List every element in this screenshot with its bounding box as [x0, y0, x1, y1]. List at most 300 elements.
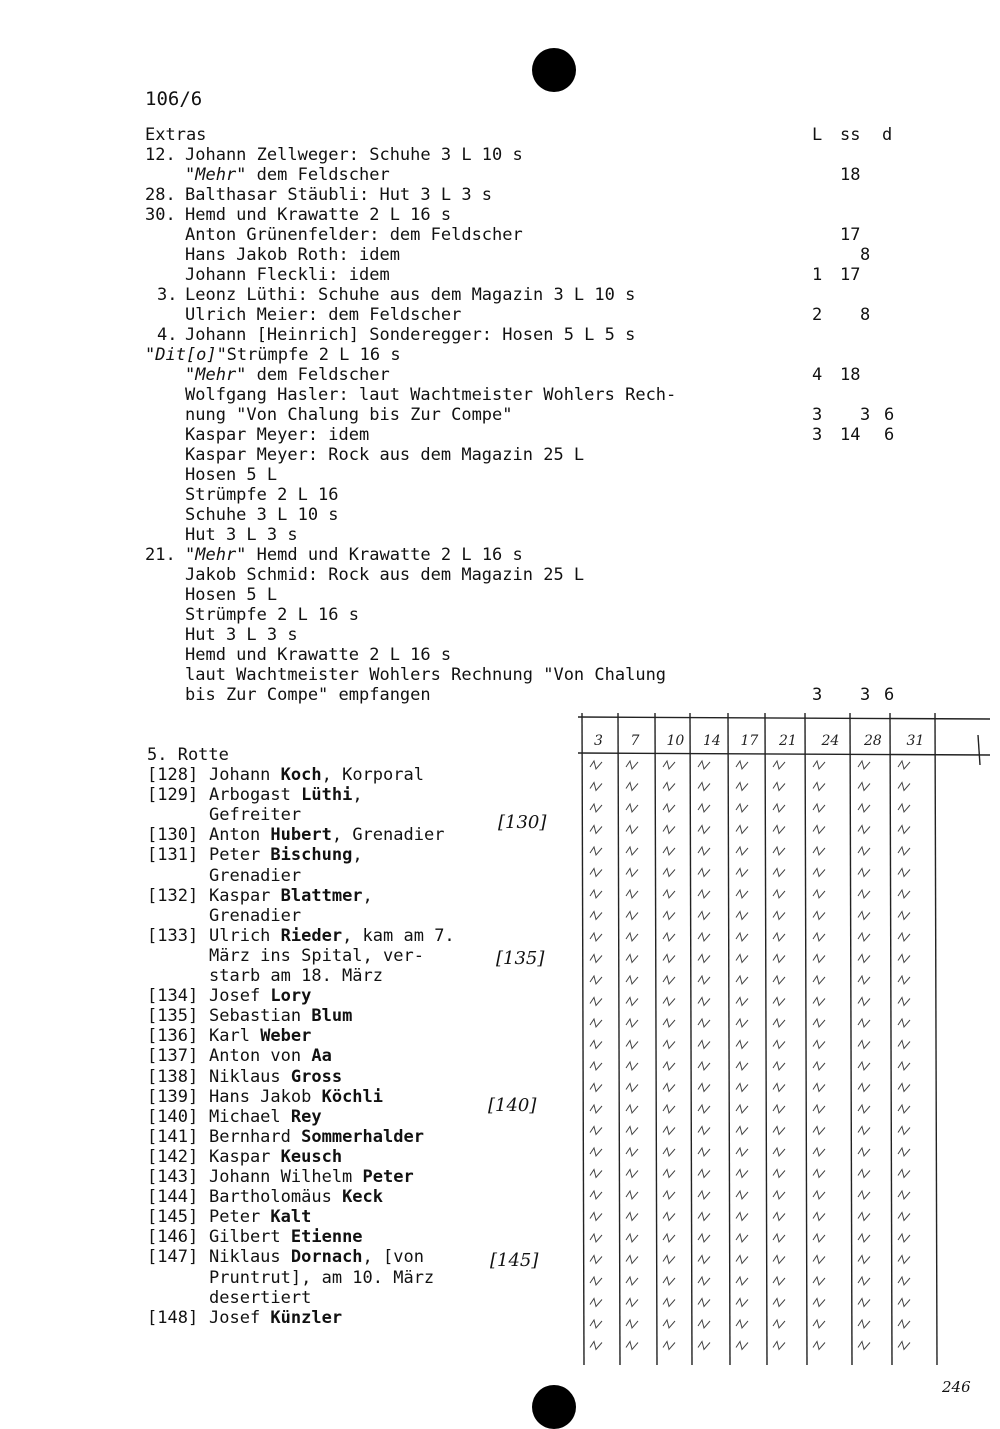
amount-ss: 17 [840, 265, 861, 285]
ledger-entry-text [185, 525, 298, 545]
amount-ss: 3 [860, 685, 871, 705]
scan-tally-mark [898, 1191, 910, 1199]
margin-bracket-mark: [145] [490, 1250, 539, 1271]
scan-column-rule [618, 713, 620, 1365]
scan-tally-mark [773, 1256, 785, 1264]
scan-tally-mark [663, 1234, 675, 1242]
ledger-entry-text [185, 225, 523, 245]
scan-tally-mark [773, 1019, 785, 1027]
scan-tally-mark [698, 1342, 710, 1350]
scan-tally-mark [698, 955, 710, 963]
scan-tally-mark [858, 1213, 870, 1221]
ledger-text-body: Hemd und Krawatte 2 L 16 s [185, 645, 452, 665]
scan-tally-mark [626, 783, 638, 791]
margin-bracket-mark: [135] [496, 948, 545, 969]
soldier-entry [209, 1046, 332, 1066]
scan-tally-mark [626, 1213, 638, 1221]
ledger-row [0, 685, 1000, 705]
ledger-entry-text [185, 425, 369, 445]
soldier-given-name: Niklaus [209, 1247, 291, 1268]
scan-column-rule [582, 713, 584, 1365]
ledger-row [0, 405, 1000, 425]
scan-tally-mark [663, 955, 675, 963]
scan-tally-mark [736, 847, 748, 855]
scan-tally-mark [736, 890, 748, 898]
scan-header-day: 7 [630, 733, 640, 749]
scan-tally-mark [773, 869, 785, 877]
soldier-given-name: starb am 18. März [209, 966, 383, 986]
soldier-entry [209, 1026, 311, 1046]
scan-tally-mark [626, 847, 638, 855]
scan-tally-mark [773, 976, 785, 984]
scan-tally-mark [773, 1062, 785, 1070]
scan-tally-mark [898, 804, 910, 812]
soldier-entry [209, 1006, 352, 1026]
scan-tally-mark [698, 1256, 710, 1264]
scan-column-rule [935, 713, 937, 1365]
ledger-row [0, 465, 1000, 485]
soldier-given-name: Sebastian [209, 1006, 312, 1027]
scan-tally-mark [813, 1062, 825, 1070]
scan-tally-mark [590, 955, 602, 963]
scan-tally-mark [858, 1019, 870, 1027]
soldier-entry [209, 765, 424, 785]
ledger-entry-text [185, 625, 298, 645]
scan-tally-mark [898, 998, 910, 1006]
scan-tally-mark [698, 912, 710, 920]
scan-tally-mark [773, 1299, 785, 1307]
scan-tally-mark [858, 1299, 870, 1307]
scan-tally-mark [773, 1084, 785, 1092]
scan-tally-mark [858, 1148, 870, 1156]
scan-tally-mark [773, 1041, 785, 1049]
scan-tally-mark [663, 826, 675, 834]
scan-tally-mark [698, 1148, 710, 1156]
scan-tally-mark [736, 1342, 748, 1350]
ledger-text-body: bis Zur Compe" empfangen [185, 685, 431, 705]
soldier-given-name: Niklaus [209, 1066, 291, 1087]
scan-tally-mark [698, 783, 710, 791]
amount-ss: 18 [840, 165, 861, 185]
scan-tally-mark [813, 1084, 825, 1092]
ledger-emphasis: "Mehr" [185, 365, 247, 385]
scan-tally-mark [813, 1148, 825, 1156]
scan-tally-mark [858, 933, 870, 941]
ledger-entry-text [185, 205, 451, 225]
scan-tally-mark [773, 804, 785, 812]
scan-tally-mark [898, 1105, 910, 1113]
scan-tally-mark [813, 955, 825, 963]
ledger-entry-text [185, 245, 400, 265]
punch-hole-bottom [532, 1385, 576, 1429]
scan-tally-mark [813, 1041, 825, 1049]
ledger-text-body: Wolfgang Hasler: laut Wachtmeister Wohlers Rech- [185, 385, 677, 405]
scan-tally-mark [626, 933, 638, 941]
ledger-row [0, 445, 1000, 465]
scan-tally-mark [898, 976, 910, 984]
scan-tally-mark [663, 1320, 675, 1328]
ledger-row [0, 225, 1000, 245]
soldier-given-name: Josef [209, 986, 271, 1007]
scan-tally-mark [698, 1299, 710, 1307]
ledger-row [0, 325, 1000, 345]
scan-tally-mark [663, 1256, 675, 1264]
scan-tally-mark [698, 1277, 710, 1285]
scan-column-rule [805, 713, 807, 1365]
ledger-entry-text [185, 385, 676, 405]
soldier-note: , [352, 785, 363, 806]
rotte-heading: 5. Rotte [147, 745, 229, 765]
scan-tally-mark [736, 783, 748, 791]
soldier-given-name: Josef [209, 1307, 271, 1328]
soldier-entry [209, 926, 455, 946]
amount-L: 3 [812, 405, 823, 425]
scan-tally-mark [736, 804, 748, 812]
soldier-surname: Weber [260, 1026, 312, 1047]
scan-tally-mark [773, 1105, 785, 1113]
soldier-entry [209, 1147, 342, 1167]
scan-tally-mark [813, 1019, 825, 1027]
scan-tally-mark [858, 976, 870, 984]
ledger-entry-number: 30. [145, 205, 176, 225]
folio-number: 246 [942, 1378, 971, 1396]
ledger-text-body: Hut 3 L 3 s [185, 625, 298, 645]
scan-tally-mark [590, 1299, 602, 1307]
soldier-surname: Gross [290, 1066, 343, 1087]
scan-tally-mark [590, 1019, 602, 1027]
amount-ss: 8 [860, 245, 871, 265]
scan-tally-mark [813, 933, 825, 941]
soldier-given-name: Bartholomäus [209, 1187, 343, 1208]
scan-header-day: 24 [821, 733, 840, 749]
soldier-given-name: Grenadier [209, 905, 302, 926]
scan-tally-mark [898, 847, 910, 855]
scan-header-day: 10 [666, 733, 685, 749]
scan-tally-mark [898, 1062, 910, 1070]
scan-tally-mark [813, 1191, 825, 1199]
ledger-row [0, 145, 1000, 165]
soldier-note: , kam am 7. [342, 925, 455, 946]
soldier-entry [209, 1227, 363, 1247]
scan-tally-mark [773, 826, 785, 834]
soldier-surname: Blattmer [280, 885, 363, 906]
scan-tally-mark [898, 1170, 910, 1178]
ledger-entry-text [185, 665, 666, 685]
soldier-number: [129] [147, 785, 199, 806]
scan-tally-mark [590, 1191, 602, 1199]
soldier-surname: Dornach [290, 1247, 363, 1268]
scan-tally-mark [698, 847, 710, 855]
scan-tally-mark [773, 955, 785, 963]
soldier-number: [147] [147, 1247, 199, 1268]
soldier-entry [209, 825, 444, 845]
scan-header-day: 14 [703, 733, 721, 749]
scan-tally-mark [698, 1320, 710, 1328]
scan-tally-mark [590, 912, 602, 920]
soldier-entry [209, 1187, 383, 1207]
soldier-note: , [362, 885, 373, 906]
scan-tally-mark [813, 1342, 825, 1350]
scan-tally-mark [590, 1127, 602, 1135]
scan-tally-mark [773, 1320, 785, 1328]
scan-header-day: 21 [779, 733, 797, 749]
scan-tally-mark [858, 1041, 870, 1049]
soldier-surname: Künzler [270, 1307, 343, 1328]
soldier-given-name: Arbogast [209, 785, 302, 806]
soldier-surname: Keusch [280, 1146, 343, 1167]
scan-tally-mark [898, 1041, 910, 1049]
col-header-ss: ss [840, 125, 861, 145]
scan-tally-mark [813, 783, 825, 791]
soldier-entry [209, 785, 363, 805]
scan-tally-mark [773, 783, 785, 791]
scan-tally-mark [698, 1062, 710, 1070]
ledger-entry-number: 28. [145, 185, 176, 205]
scan-tally-mark [773, 1191, 785, 1199]
scan-tally-mark [736, 976, 748, 984]
scan-tally-mark [736, 1256, 748, 1264]
scan-tally-mark [736, 1234, 748, 1242]
scan-tally-mark [663, 1148, 675, 1156]
scan-tally-mark [813, 869, 825, 877]
ledger-entry-number: 12. [145, 145, 176, 165]
scan-tally-mark [626, 1256, 638, 1264]
soldier-surname: Rieder [280, 925, 343, 946]
scan-tally-mark [858, 1191, 870, 1199]
ledger-entry-text [185, 185, 492, 205]
ledger-entry-text [185, 265, 390, 285]
ledger-text-body: Hemd und Krawatte 2 L 16 s [185, 205, 452, 225]
margin-bracket-mark: [130] [498, 812, 547, 833]
scan-tally-mark [663, 1062, 675, 1070]
scan-tally-mark [736, 1127, 748, 1135]
soldier-entry [209, 1308, 342, 1328]
ledger-row [0, 205, 1000, 225]
scan-tally-mark [590, 890, 602, 898]
ledger-text-body: Schuhe 3 L 10 s [185, 505, 339, 525]
soldier-number: [133] [147, 925, 199, 946]
scan-tally-mark [736, 1277, 748, 1285]
ledger-row [0, 545, 1000, 565]
ledger-entry-number: "Dit[o]" [145, 345, 227, 365]
scan-tally-mark [698, 890, 710, 898]
ledger-row [0, 565, 1000, 585]
ledger-entry-text [185, 365, 390, 385]
ledger-row [0, 285, 1000, 305]
scan-column-rule [655, 713, 657, 1365]
soldier-entry [209, 1127, 424, 1147]
ledger-text-body: Anton Grünenfelder: dem Feldscher [185, 225, 523, 245]
amount-L: 1 [812, 265, 823, 285]
scan-header-day: 31 [906, 733, 925, 749]
scan-header-rule [578, 753, 990, 755]
scan-tally-mark [813, 1105, 825, 1113]
ledger-row [0, 425, 1000, 445]
soldier-entry [209, 845, 363, 865]
scan-tally-mark [590, 1170, 602, 1178]
soldier-surname: Bischung [270, 845, 353, 866]
scan-tally-mark [736, 1105, 748, 1113]
soldier-given-name: Pruntrut], am 10. März [209, 1267, 435, 1288]
scan-header-day: 28 [864, 733, 882, 749]
soldier-surname: Kalt [270, 1207, 312, 1228]
ledger-row [0, 245, 1000, 265]
scan-tally-mark [626, 1320, 638, 1328]
scan-tally-mark [858, 847, 870, 855]
scan-tally-mark [858, 1062, 870, 1070]
soldier-given-name: Ulrich [209, 925, 281, 946]
ledger-entry-text [185, 485, 339, 505]
scan-tally-mark [813, 998, 825, 1006]
scan-tally-mark [736, 1062, 748, 1070]
soldier-number: [144] [147, 1187, 199, 1208]
scan-tally-mark [626, 1191, 638, 1199]
scan-column-rule [728, 713, 730, 1365]
scan-tally-mark [626, 1105, 638, 1113]
scan-tally-mark [626, 955, 638, 963]
ledger-entry-text [185, 325, 635, 345]
scan-tally-mark [813, 976, 825, 984]
scan-tally-mark [773, 761, 785, 769]
scan-tally-mark [590, 1062, 602, 1070]
scan-tally-mark [663, 1105, 675, 1113]
ledger-text-rest: dem Feldscher [246, 165, 390, 185]
soldier-given-name: Peter [209, 1207, 271, 1228]
scan-tally-mark [736, 933, 748, 941]
amount-d: 6 [884, 405, 895, 425]
ledger-text-body: Strümpfe 2 L 16 [185, 485, 339, 505]
scan-tally-mark [898, 1320, 910, 1328]
scan-tally-mark [736, 1213, 748, 1221]
scan-tally-mark [898, 1127, 910, 1135]
scan-tally-mark [663, 1299, 675, 1307]
scan-tally-mark [858, 826, 870, 834]
soldier-surname: Lory [270, 986, 312, 1007]
scan-tally-mark [698, 1084, 710, 1092]
soldier-given-name: desertiert [209, 1287, 312, 1308]
scan-tally-mark [813, 1299, 825, 1307]
soldier-given-name: Grenadier [209, 865, 302, 886]
scan-tally-mark [590, 1320, 602, 1328]
scan-tally-mark [626, 1127, 638, 1135]
scan-tally-mark [898, 933, 910, 941]
ledger-row [0, 165, 1000, 185]
soldier-surname: Aa [311, 1046, 332, 1067]
soldier-given-name: Bernhard [209, 1126, 302, 1147]
ledger-emphasis: "Mehr" [185, 545, 247, 565]
scan-tally-mark [663, 1019, 675, 1027]
ledger-text-body: Hut 3 L 3 s [185, 525, 298, 545]
ledger-entry-text [185, 465, 277, 485]
scan-tally-mark [626, 1277, 638, 1285]
soldier-surname: Sommerhalder [301, 1126, 424, 1147]
scan-tally-mark [663, 1277, 675, 1285]
scan-tally-mark [663, 783, 675, 791]
scan-tally-mark [858, 1105, 870, 1113]
soldier-number: [136] [147, 1026, 199, 1047]
scan-tally-mark [898, 890, 910, 898]
scan-tally-mark [898, 912, 910, 920]
ledger-row [0, 525, 1000, 545]
ledger-entry-text [185, 305, 461, 325]
soldier-given-name: Kaspar [209, 885, 281, 906]
scan-tally-mark [663, 976, 675, 984]
ledger-row [0, 505, 1000, 525]
ledger-text-body: nung "Von Chalung bis Zur Compe" [185, 405, 513, 425]
soldier-surname: Köchli [321, 1086, 384, 1107]
soldier-number: [134] [147, 986, 199, 1007]
ledger-emphasis: "Mehr" [185, 165, 247, 185]
soldier-number: [138] [147, 1066, 199, 1087]
scan-column-rule [765, 713, 767, 1365]
soldier-entry [209, 866, 301, 886]
soldier-number: [132] [147, 885, 199, 906]
scan-header-day: 17 [740, 733, 759, 749]
scan-tally-mark [813, 1277, 825, 1285]
scan-tally-mark [813, 826, 825, 834]
scan-tally-mark [590, 1342, 602, 1350]
scan-tally-mark [858, 869, 870, 877]
amount-ss: 3 [860, 405, 871, 425]
soldier-entry [209, 1268, 434, 1288]
scan-tally-mark [858, 955, 870, 963]
scan-tally-mark [898, 783, 910, 791]
scan-tally-mark [590, 869, 602, 877]
scan-tally-mark [698, 933, 710, 941]
ledger-row [0, 665, 1000, 685]
scan-tally-mark [626, 1062, 638, 1070]
scan-tally-mark [773, 847, 785, 855]
scan-tally-mark [663, 1170, 675, 1178]
soldier-number: [148] [147, 1307, 199, 1328]
scan-header-day: 3 [594, 733, 603, 749]
scan-tally-mark [736, 761, 748, 769]
soldier-number: [128] [147, 765, 199, 785]
ledger-text-body: Strümpfe 2 L 16 s [226, 345, 401, 365]
ledger-entry-text [185, 545, 523, 565]
scan-tally-mark [736, 869, 748, 877]
soldier-entry [209, 966, 383, 986]
soldier-number: [146] [147, 1227, 199, 1248]
scan-tally-mark [626, 1234, 638, 1242]
scan-tally-mark [590, 1256, 602, 1264]
scan-tally-mark [858, 890, 870, 898]
scan-tally-mark [590, 1084, 602, 1092]
scan-tally-mark [858, 1256, 870, 1264]
scan-tally-mark [626, 761, 638, 769]
scan-tally-mark [858, 1277, 870, 1285]
ledger-text-body: Johann [Heinrich] Sonderegger: Hosen 5 L 5 s [185, 325, 636, 345]
scan-tally-mark [898, 1256, 910, 1264]
scan-tally-mark [663, 912, 675, 920]
scan-tally-mark [590, 1277, 602, 1285]
scan-tally-mark [813, 761, 825, 769]
soldier-entry [209, 1067, 342, 1087]
scan-tally-mark [858, 1170, 870, 1178]
scan-tally-mark [663, 890, 675, 898]
ledger-row [0, 305, 1000, 325]
scan-column-rule [890, 713, 892, 1365]
soldier-entry [209, 1107, 322, 1127]
soldier-entry [209, 886, 373, 906]
ledger-entry-text [185, 585, 277, 605]
scan-tally-mark [898, 869, 910, 877]
scan-tally-mark [698, 1019, 710, 1027]
scan-tally-mark [813, 1256, 825, 1264]
scan-tally-mark [698, 761, 710, 769]
ledger-entry-text [185, 445, 584, 465]
scan-tally-mark [590, 1041, 602, 1049]
